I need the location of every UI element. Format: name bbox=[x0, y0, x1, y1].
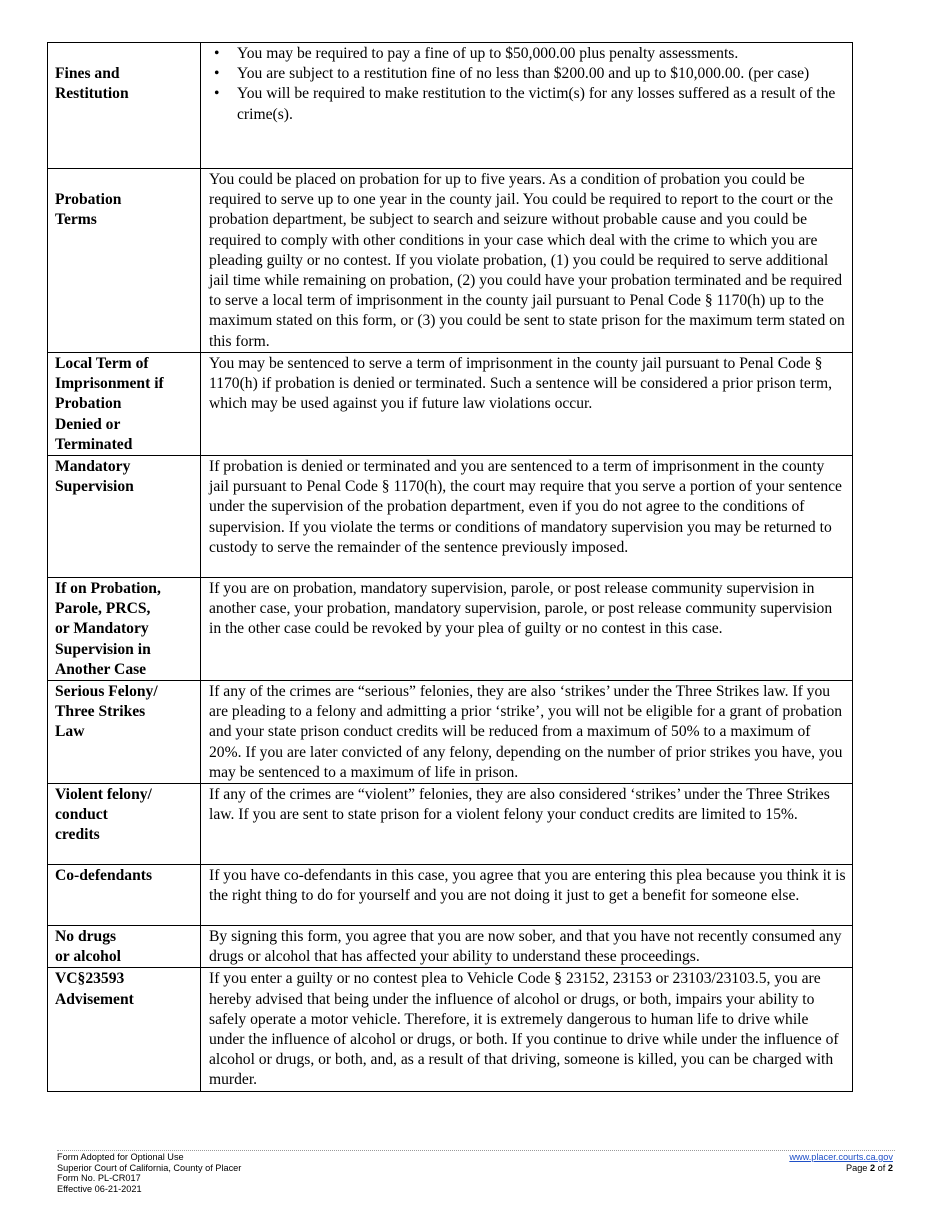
bullet-list bbox=[209, 44, 846, 125]
row-content: If probation is denied or terminated and you are sentenced to a term of imprisonment in the county jail pursuant to Penal Code § 1170(h), the court may require that you serve a portion of your sentence under the supervision of the probation department, even if you do not agree to the conditions of supervision. If you violate the terms or conditions of mandatory supervision you may be returned to custody to serve the remainder of the sentence previously imposed. bbox=[201, 456, 853, 578]
row-label bbox=[48, 926, 201, 968]
row-label bbox=[48, 578, 201, 681]
label-line: Serious Felony/ bbox=[55, 683, 158, 701]
label-line: Co-defendants bbox=[55, 867, 153, 885]
label-line: credits bbox=[55, 826, 100, 844]
row-content: If any of the crimes are “violent” felonies, they are also considered ‘strikes’ under the Three Strikes law. If you are sent to state prison for a violent felony your conduct credits are limited to 15%. bbox=[201, 784, 853, 865]
row-vc-advisement bbox=[48, 968, 853, 1091]
label-line: conduct bbox=[55, 806, 108, 824]
advisement-table bbox=[47, 42, 853, 1092]
footer-form-info bbox=[57, 1152, 241, 1194]
label-line: Another Case bbox=[55, 660, 147, 678]
row-label bbox=[48, 43, 201, 169]
row-content: If you have co-defendants in this case, you agree that you are entering this plea because you think it is the right thing to do for yourself and you are not doing it just to get a benefit for someone else. bbox=[201, 865, 853, 926]
row-label bbox=[48, 353, 201, 456]
row-label bbox=[48, 968, 201, 1091]
page-total: 2 bbox=[887, 1162, 893, 1173]
row-another-case bbox=[48, 578, 853, 681]
label-line: Parole, PRCS, bbox=[55, 600, 151, 618]
label-line: Supervision in bbox=[55, 640, 151, 658]
row-content: You may be sentenced to serve a term of imprisonment in the county jail pursuant to Penal Code § 1170(h) if probation is denied or terminated. Such a sentence will be considered a prior prison term, which may be used against you if future law violations occur. bbox=[201, 353, 853, 456]
row-label bbox=[48, 784, 201, 865]
row-content: If any of the crimes are “serious” felonies, they are also ‘strikes’ under the Three Strikes law. If you are pleading to a felony and admitting a prior ‘strike’, you will not be eligible for a grant of probation and your state prison conduct credits will be reduced from a maximum of 50% to a maximum of 20%. If you are later convicted of any felony, depending on the number of prior strikes you have, you may be sentenced to a maximum of life in prison. bbox=[201, 681, 853, 784]
row-content: By signing this form, you agree that you are now sober, and that you have not recently consumed any drugs or alcohol that has affected your ability to understand these proceedings. bbox=[201, 926, 853, 968]
page-number bbox=[789, 1163, 893, 1174]
footer-line: Form No. PL-CR017 bbox=[57, 1173, 141, 1184]
page-of: of bbox=[875, 1162, 888, 1173]
label-line: or Mandatory bbox=[55, 620, 149, 638]
label-line: Fines and bbox=[55, 65, 120, 82]
label-line: Three Strikes bbox=[55, 703, 146, 721]
label-line: Mandatory bbox=[55, 458, 131, 476]
row-fines-restitution bbox=[48, 43, 853, 169]
row-label bbox=[48, 169, 201, 353]
row-content: If you are on probation, mandatory supervision, parole, or post release community supervision in another case, your probation, mandatory supervision, parole, or post release community supervision in the other case could be revoked by your plea of guilty or no contest in this case. bbox=[201, 578, 853, 681]
label-line: Imprisonment if bbox=[55, 375, 164, 393]
row-serious-felony bbox=[48, 681, 853, 784]
label-line: Violent felony/ bbox=[55, 786, 152, 804]
row-probation-terms bbox=[48, 169, 853, 353]
row-label bbox=[48, 681, 201, 784]
label-line: Supervision bbox=[55, 478, 134, 496]
bullet-item: • You may be required to pay a fine of up to $50,000.00 plus penalty assessments. bbox=[237, 44, 846, 64]
label-line: Law bbox=[55, 723, 85, 741]
label-line: or alcohol bbox=[55, 948, 121, 966]
row-mandatory-supervision bbox=[48, 456, 853, 578]
label-line: Advisement bbox=[55, 990, 134, 1008]
label-line: Restitution bbox=[55, 85, 129, 103]
footer-page-info bbox=[789, 1152, 893, 1173]
label-line: Local Term of bbox=[55, 355, 149, 372]
court-website-link[interactable]: www.placer.courts.ca.gov bbox=[789, 1152, 893, 1162]
label-line: Terminated bbox=[55, 435, 133, 453]
row-content: You could be placed on probation for up to five years. As a condition of probation you could be required to serve up to one year in the county jail. You could be required to report to the court or the probation department, be subject to search and seizure without probable cause and you could be required to comply with other conditions in your case which deal with the crime to which you are pleading guilty or no contest. If you violate probation, (1) you could be required to serve additional jail time while remaining on probation, (2) you could have your probation terminated and be required to serve a local term of imprisonment in the county jail pursuant to Penal Code § 1170(h) up to the maximum stated on this form, or (3) you could be sent to state prison for the maximum term stated on this form. bbox=[201, 169, 853, 353]
row-no-drugs-alcohol bbox=[48, 926, 853, 968]
label-line: Probation bbox=[55, 395, 122, 413]
label-line: VC§23593 bbox=[55, 970, 125, 988]
label-line: No drugs bbox=[55, 928, 117, 946]
row-label bbox=[48, 456, 201, 578]
page-prefix: Page bbox=[845, 1162, 870, 1173]
row-label bbox=[48, 865, 201, 926]
label-line: If on Probation, bbox=[55, 580, 161, 598]
label-line: Terms bbox=[55, 211, 97, 229]
row-co-defendants bbox=[48, 865, 853, 926]
row-violent-felony bbox=[48, 784, 853, 865]
label-line: Denied or bbox=[55, 415, 121, 433]
footer-line: Form Adopted for Optional Use bbox=[57, 1152, 184, 1162]
footer-divider bbox=[57, 1150, 895, 1151]
row-content bbox=[201, 43, 853, 169]
bullet-item: • You will be required to make restitution to the victim(s) for any losses suffered as a result of the crime(s). bbox=[237, 84, 846, 124]
label-line: Probation bbox=[55, 191, 122, 208]
footer-line: Superior Court of California, County of Placer bbox=[57, 1162, 242, 1173]
row-local-term bbox=[48, 353, 853, 456]
row-content: If you enter a guilty or no contest plea to Vehicle Code § 23152, 23153 or 23103/23103.5, you are hereby advised that being under the influence of alcohol or drugs, or both, impairs your ability to safely operate a motor vehicle. Therefore, it is extremely dangerous to human life to drive while under the influence of alcohol or drugs, or both. If you continue to drive while under the influence of alcohol or drugs, or both, and, as a result of that driving, someone is killed, you can be charged with murder. bbox=[201, 968, 853, 1091]
footer-line: Effective 06-21-2021 bbox=[57, 1183, 142, 1194]
bullet-item: • You are subject to a restitution fine of no less than $200.00 and up to $10,000.00. (per case) bbox=[237, 64, 846, 84]
page-current: 2 bbox=[869, 1162, 876, 1173]
